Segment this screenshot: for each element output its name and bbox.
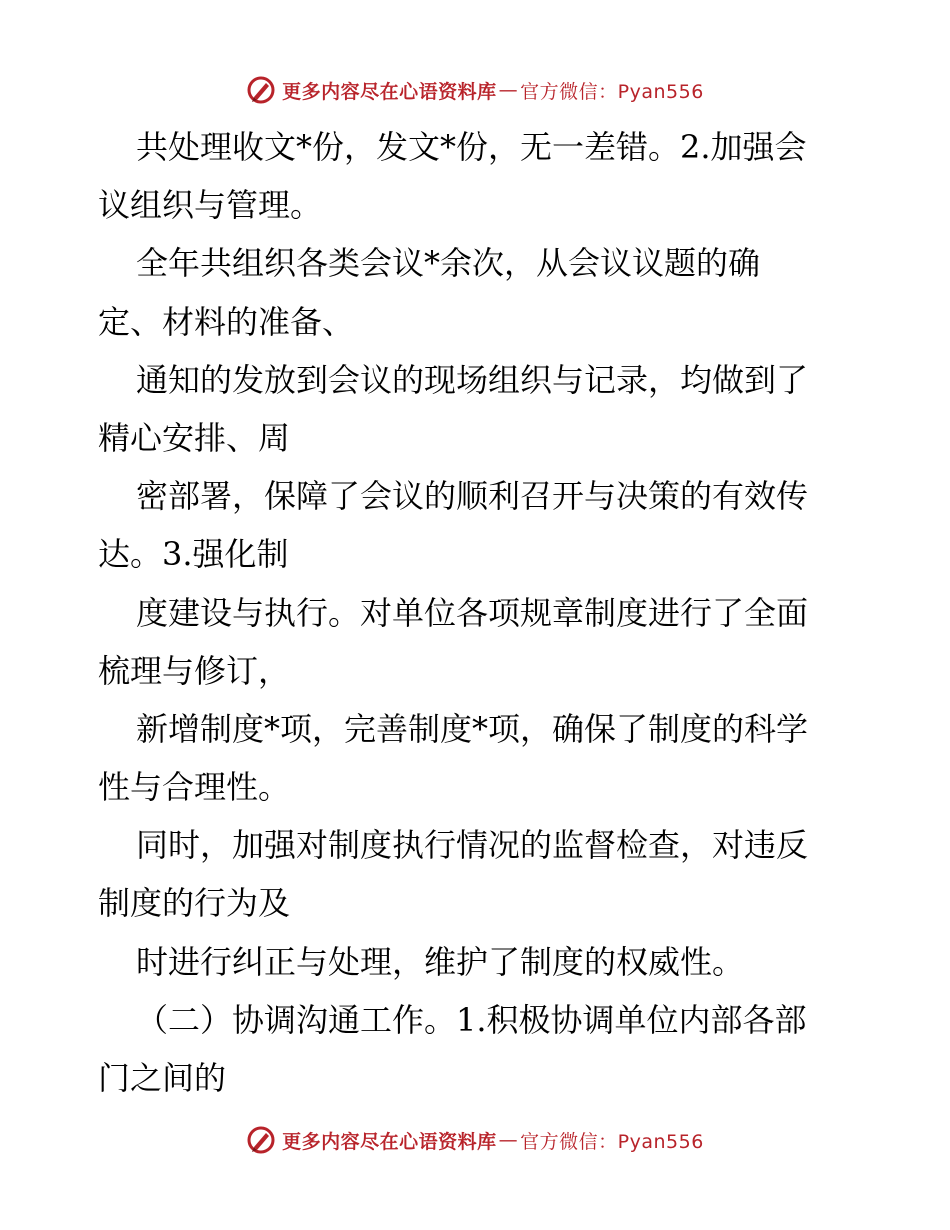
watermark-brand: 更多内容尽在心语资料库 (282, 1130, 497, 1153)
body-line: （二）协调沟通工作。1.积极协调单位内部各部 (136, 1000, 807, 1039)
footer-watermark (0, 1120, 950, 1160)
body-line: 门之间的 (98, 1059, 227, 1097)
pen-logo-icon (246, 75, 276, 105)
body-line: 时进行纠正与处理，维护了制度的权威性。 (136, 942, 745, 981)
watermark-contact: 官方微信：Pyan556 (520, 80, 704, 103)
body-line: 新增制度*项，完善制度*项，确保了制度的科学 (136, 709, 809, 748)
body-line: 度建设与执行。对单位各项规章制度进行了全面 (136, 593, 809, 632)
body-line: 议组织与管理。 (98, 186, 323, 225)
body-line: 制度的行为及 (98, 884, 291, 923)
body-line: 密部署，保障了会议的顺利召开与决策的有效传 (136, 477, 809, 516)
watermark-separator: — (498, 1129, 519, 1151)
body-line: 通知的发放到会议的现场组织与记录，均做到了 (136, 360, 809, 399)
body-line: 全年共组织各类会议*余次，从会议议题的确 (136, 244, 761, 283)
pen-logo-icon (246, 1125, 276, 1155)
body-line: 同时，加强对制度执行情况的监督检查，对违反 (136, 826, 809, 865)
body-line: 达。3.强化制 (98, 535, 289, 574)
header-watermark (0, 70, 950, 110)
document-body (98, 118, 858, 1107)
watermark-separator: — (498, 79, 519, 101)
body-line: 精心安排、周 (98, 418, 291, 457)
body-line: 定、材料的准备、 (98, 302, 355, 341)
watermark-contact: 官方微信：Pyan556 (520, 1130, 704, 1153)
body-line: 共处理收文*份，发文*份，无一差错。2.加强会 (136, 128, 807, 166)
body-line: 性与合理性。 (98, 768, 291, 807)
body-line: 梳理与修订， (98, 651, 291, 690)
watermark-brand: 更多内容尽在心语资料库 (282, 80, 497, 103)
